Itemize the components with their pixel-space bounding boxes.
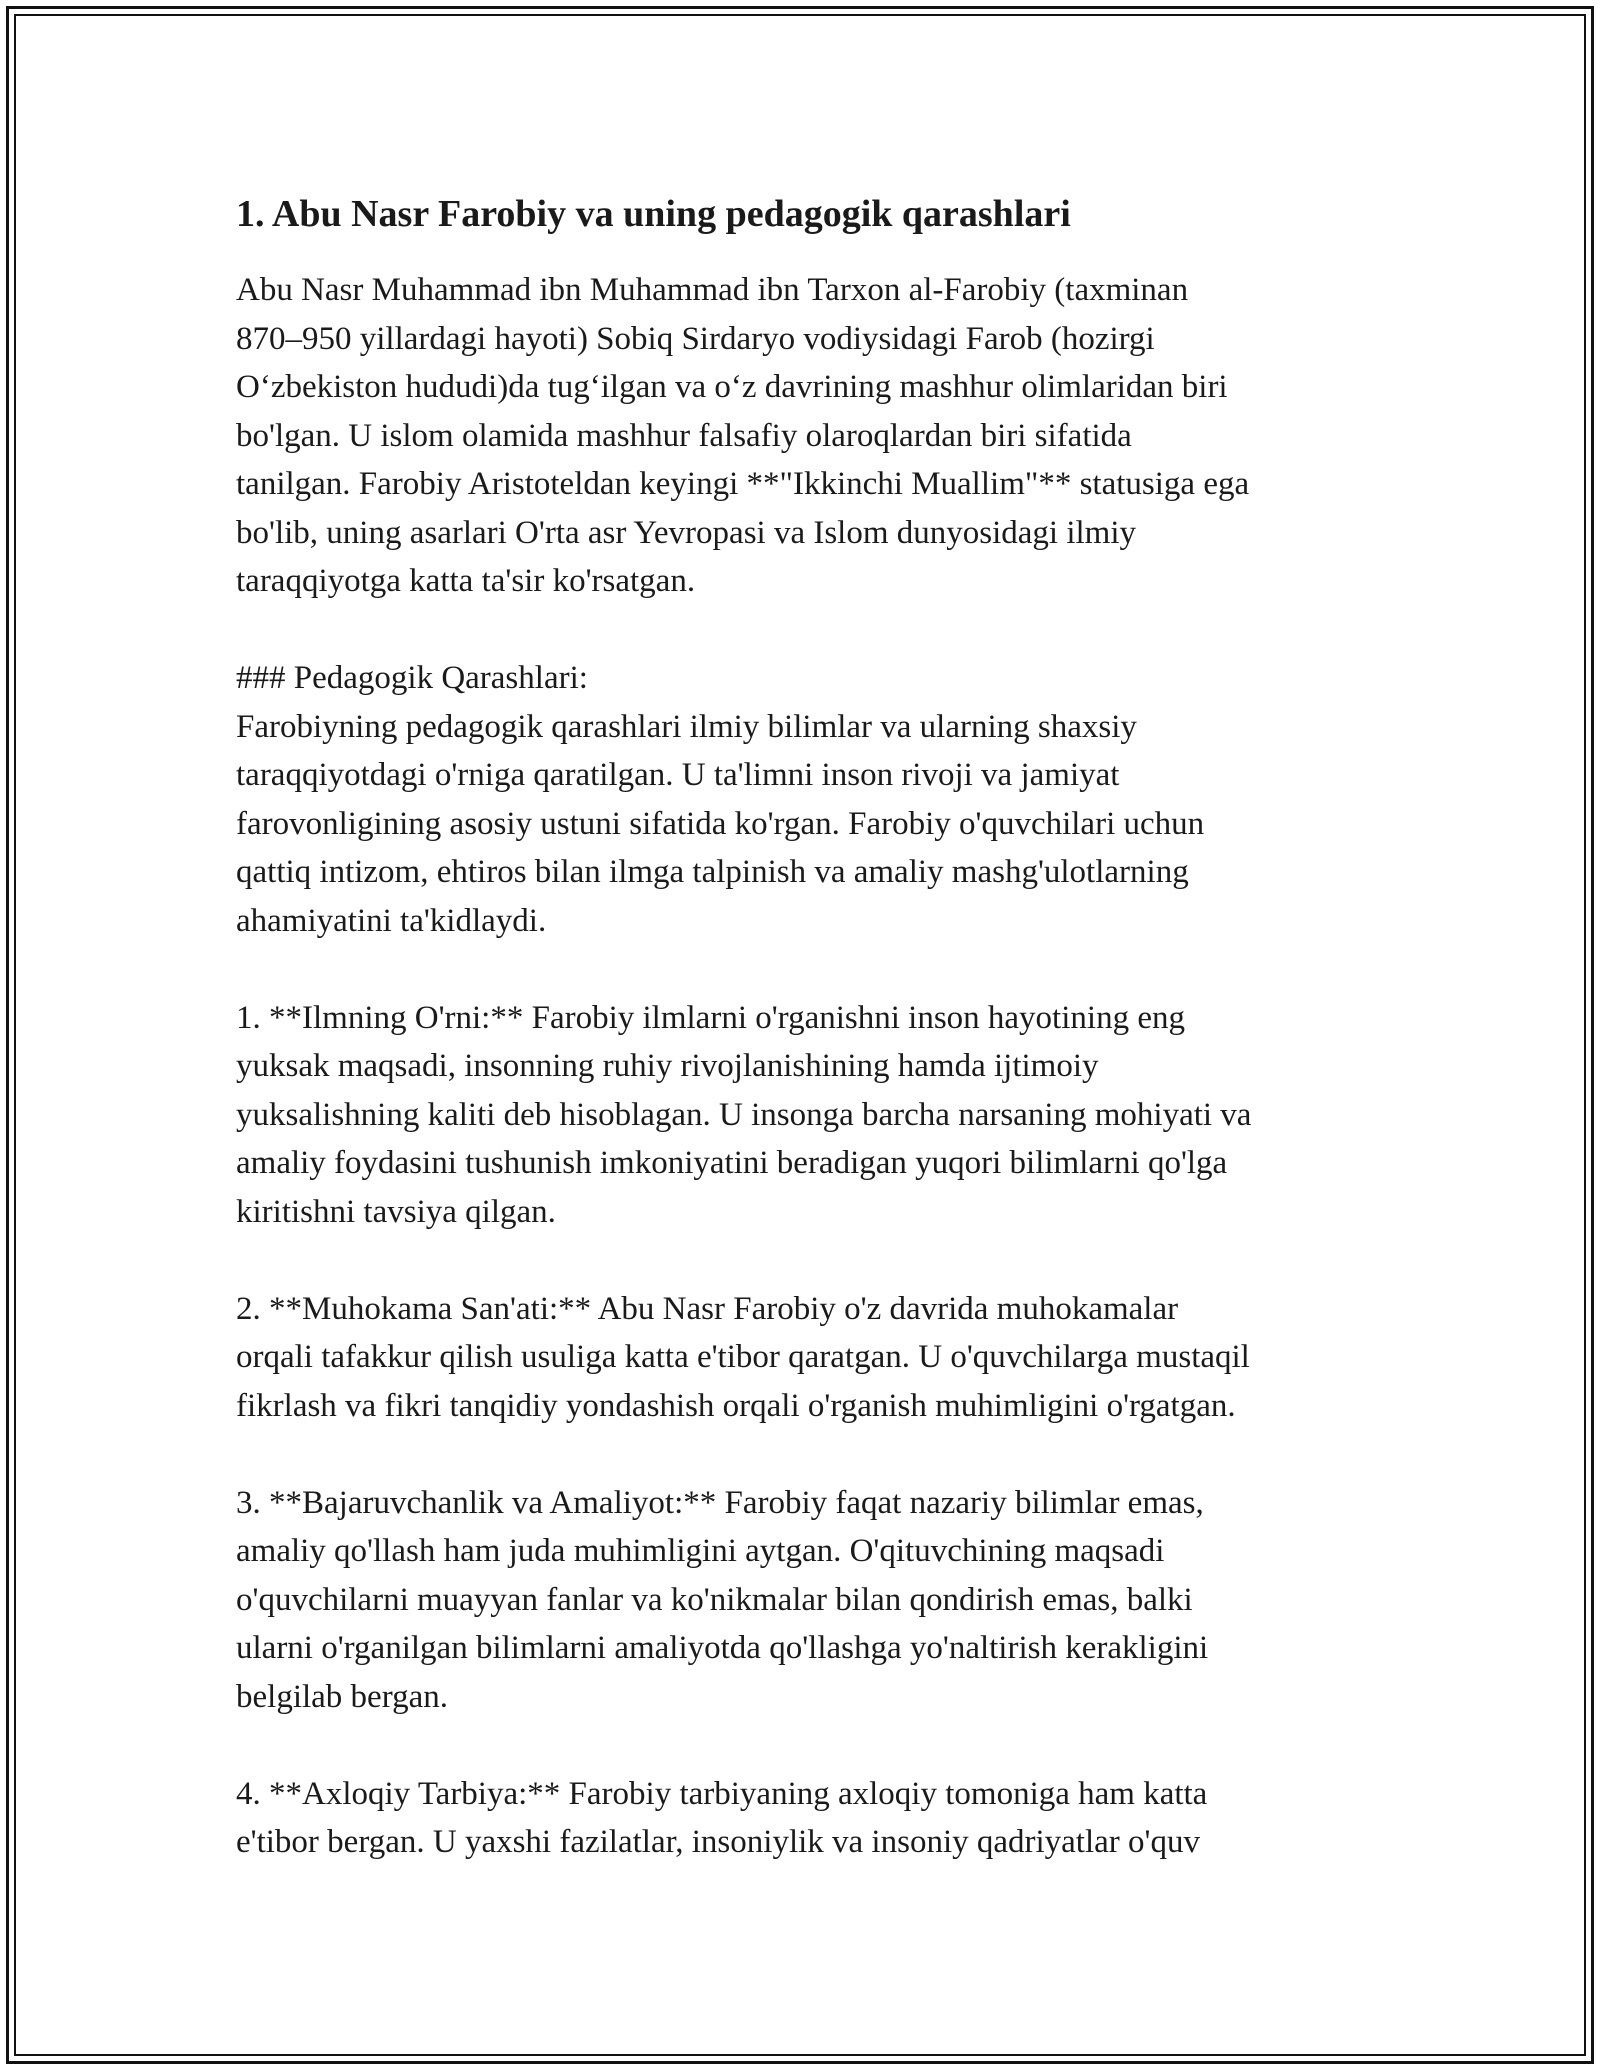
document-body <box>236 186 1368 1867</box>
text-line: 3. **Bajaruvchanlik va Amaliyot:** Farobiy faqat nazariy bilimlar emas, <box>236 1484 1204 1521</box>
text-line: qattiq intizom, ehtiros bilan ilmga talpinish va amaliy mashg'ulotlarning <box>236 854 1189 890</box>
list-item-bajaruvchanlik <box>236 1479 1368 1722</box>
text-line: tanilgan. Farobiy Aristoteldan keyingi **"Ikkinchi Muallim"** statusiga ega <box>236 466 1250 502</box>
text-line: yuksalishning kaliti deb hisoblagan. U insonga barcha narsaning mohiyati va <box>236 1096 1252 1133</box>
text-line: orqali tafakkur qilish usuliga katta e'tibor qaratgan. U o'quvchilarga mustaqil <box>236 1339 1250 1375</box>
document-title: 1. Abu Nasr Farobiy va uning pedagogik qarashlari <box>236 193 1071 235</box>
text-line: ularni o'rganilgan bilimlarni amaliyotda qo'llashga yo'naltirish kerakligini <box>236 1630 1209 1666</box>
text-line: o'quvchilarni muayyan fanlar va ko'nikmalar bilan qondirish emas, balki <box>236 1581 1193 1618</box>
text-line: 4. **Axloqiy Tarbiya:** Farobiy tarbiyaning axloqiy tomoniga ham katta <box>236 1775 1208 1812</box>
text-line: yuksak maqsadi, insonning ruhiy rivojlanishining hamda ijtimoiy <box>236 1048 1099 1084</box>
list-item-axloqiy-tarbiya <box>236 1770 1368 1867</box>
text-line: O‘zbekiston hududi)da tug‘ilgan va o‘z davrining mashhur olimlaridan biri <box>236 369 1228 405</box>
text-line: kiritishni tavsiya qilgan. <box>236 1193 556 1230</box>
section-heading-line: ### Pedagogik Qarashlari: <box>236 660 588 696</box>
text-line: Farobiyning pedagogik qarashlari ilmiy bilimlar va ularning shaxsiy <box>236 708 1137 745</box>
text-line: amaliy foydasini tushunish imkoniyatini beradigan yuqori bilimlarni qo'lga <box>236 1145 1228 1181</box>
text-line: Abu Nasr Muhammad ibn Muhammad ibn Tarxon al-Farobiy (taxminan <box>236 272 1189 308</box>
text-line: e'tibor bergan. U yaxshi fazilatlar, insoniylik va insoniy qadriyatlar o'quv <box>236 1824 1200 1860</box>
text-line: fikrlash va fikri tanqidiy yondashish orqali o'rganish muhimligini o'rgatgan. <box>236 1387 1236 1424</box>
text-line: taraqqiyotga katta ta'sir ko'rsatgan. <box>236 563 696 599</box>
text-line: farovonligining asosiy ustuni sifatida ko'rgan. Farobiy o'quvchilari uchun <box>236 805 1205 842</box>
text-line: 870–950 yillardagi hayoti) Sobiq Sirdaryo vodiysidagi Farob (hozirgi <box>236 320 1155 357</box>
text-line: belgilab bergan. <box>236 1678 448 1715</box>
list-item-ilmning-orni <box>236 994 1368 1237</box>
text-line: bo'lgan. U islom olamida mashhur falsafiy olaroqlardan biri sifatida <box>236 417 1132 454</box>
text-line: 1. **Ilmning O'rni:** Farobiy ilmlarni o'rganishni inson hayotining eng <box>236 999 1185 1036</box>
text-line: amaliy qo'llash ham juda muhimligini aytgan. O'qituvchining maqsadi <box>236 1533 1165 1569</box>
text-line: 2. **Muhokama San'ati:** Abu Nasr Farobiy o'z davrida muhokamalar <box>236 1290 1179 1327</box>
paragraph-intro <box>236 266 1368 606</box>
text-line: ahamiyatini ta'kidlaydi. <box>236 902 547 939</box>
text-line: taraqqiyotdagi o'rniga qaratilgan. U ta'limni inson rivoji va jamiyat <box>236 757 1120 793</box>
text-line: bo'lib, uning asarlari O'rta asr Yevropasi va Islom dunyosidagi ilmiy <box>236 514 1137 551</box>
list-item-muhokama-sanati <box>236 1285 1368 1431</box>
paragraph-pedagogik-qarashlari <box>236 654 1368 945</box>
